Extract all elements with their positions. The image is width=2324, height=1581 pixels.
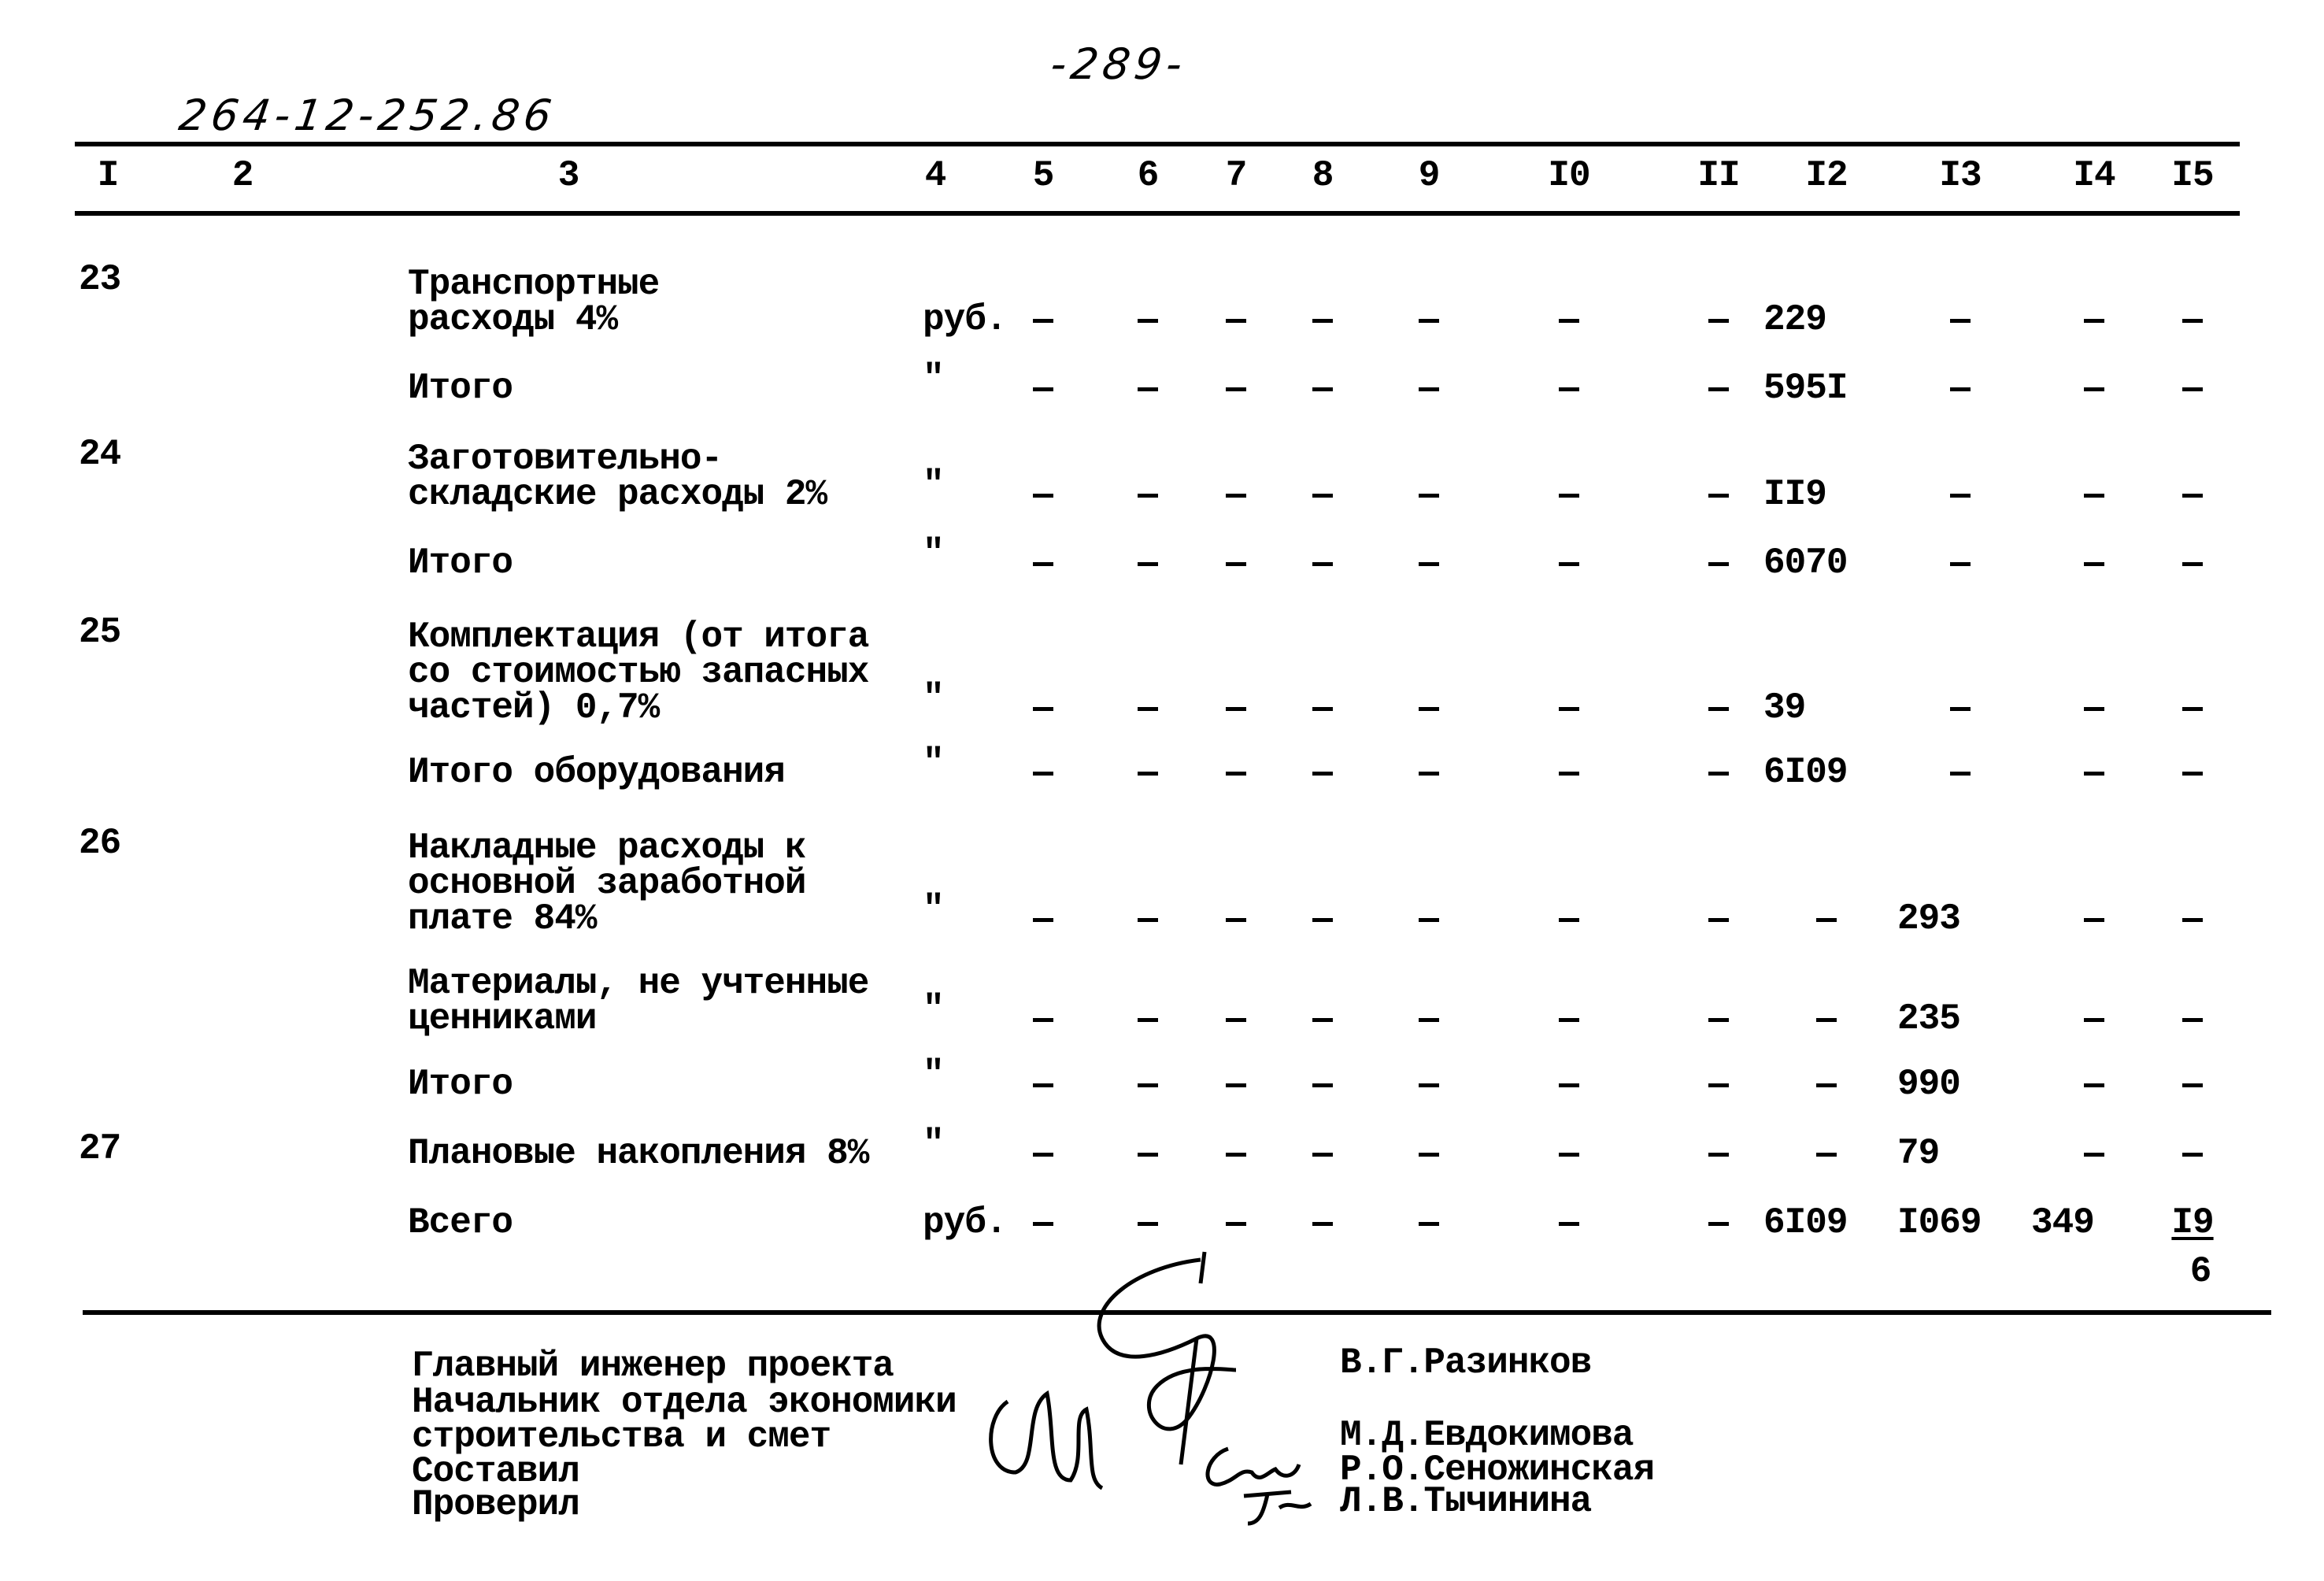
column-header-1: I — [97, 155, 119, 196]
unit: " — [923, 1054, 944, 1095]
column-header-5: 5 — [1032, 155, 1054, 196]
empty-cell-dash — [1312, 772, 1333, 776]
value-cell: 6070 — [1763, 542, 1848, 583]
signatory-title: Составил — [412, 1451, 579, 1492]
empty-cell-dash — [1312, 707, 1333, 711]
empty-cell-dash — [1559, 562, 1579, 566]
empty-cell-dash — [1226, 772, 1246, 776]
empty-cell-dash — [1708, 562, 1729, 566]
table-bottom-rule — [83, 1310, 2271, 1315]
empty-cell-dash — [2084, 1083, 2104, 1087]
empty-cell-dash — [1033, 918, 1053, 922]
header-top-rule — [75, 142, 2240, 146]
empty-cell-dash — [1419, 1083, 1439, 1087]
empty-cell-dash — [1033, 1083, 1053, 1087]
empty-cell-dash — [1226, 562, 1246, 566]
row-description: Материалы, не учтенные — [408, 963, 869, 1004]
value-cell: 39 — [1763, 687, 1806, 728]
empty-cell-dash — [1033, 1222, 1053, 1226]
row-number: 26 — [79, 823, 121, 864]
empty-cell-dash — [1138, 707, 1158, 711]
empty-cell-dash — [1559, 319, 1579, 323]
empty-cell-dash — [1419, 1153, 1439, 1157]
empty-cell-dash — [1033, 772, 1053, 776]
value-cell: 229 — [1763, 299, 1826, 340]
empty-cell-dash — [1033, 1018, 1053, 1022]
column-header-8: 8 — [1312, 155, 1334, 196]
empty-cell-dash — [2182, 387, 2203, 391]
empty-cell-dash — [1559, 1153, 1579, 1157]
row-description: Итого — [408, 368, 513, 409]
empty-cell-dash — [1312, 387, 1333, 391]
column-header-14: I4 — [2073, 155, 2115, 196]
empty-cell-dash — [1033, 1153, 1053, 1157]
signature-head-of-department — [991, 1394, 1102, 1488]
empty-cell-dash — [1419, 562, 1439, 566]
empty-cell-dash — [2084, 1153, 2104, 1157]
column-header-9: 9 — [1418, 155, 1440, 196]
empty-cell-dash — [1419, 494, 1439, 498]
empty-cell-dash — [1138, 1153, 1158, 1157]
empty-cell-dash — [1312, 1018, 1333, 1022]
value-cell: 235 — [1897, 998, 1960, 1039]
row-description: Заготовительно- — [408, 439, 723, 479]
value-cell: 79 — [1897, 1133, 1940, 1174]
value-cell: 990 — [1897, 1064, 1960, 1105]
row-description: Всего — [408, 1202, 513, 1243]
row-description: Итого оборудования — [408, 752, 785, 793]
empty-cell-dash — [2182, 707, 2203, 711]
signatory-name: В.Г.Разинков — [1340, 1342, 1592, 1383]
signatory-title: строительства и смет — [412, 1416, 831, 1457]
empty-cell-dash — [1419, 1222, 1439, 1226]
empty-cell-dash — [1226, 1222, 1246, 1226]
empty-cell-dash — [1138, 387, 1158, 391]
row-description: Плановые накопления 8% — [408, 1133, 869, 1174]
empty-cell-dash — [1816, 1083, 1837, 1087]
empty-cell-dash — [2084, 387, 2104, 391]
empty-cell-dash — [1226, 1083, 1246, 1087]
row-description: частей) 0,7% — [408, 687, 660, 728]
empty-cell-dash — [2084, 319, 2104, 323]
empty-cell-dash — [1419, 707, 1439, 711]
empty-cell-dash — [1312, 1083, 1333, 1087]
empty-cell-dash — [2182, 918, 2203, 922]
unit: руб. — [923, 299, 1007, 340]
signatory-name: Л.В.Тычинина — [1340, 1481, 1592, 1522]
empty-cell-dash — [2182, 772, 2203, 776]
empty-cell-dash — [1419, 1018, 1439, 1022]
value-cell: II9 — [1763, 474, 1826, 515]
unit: " — [923, 533, 944, 574]
column-header-2: 2 — [231, 155, 253, 196]
unit: " — [923, 742, 944, 783]
row-number: 24 — [79, 434, 121, 475]
page-number: -289- — [1047, 39, 1190, 89]
unit: " — [923, 358, 944, 399]
empty-cell-dash — [1033, 494, 1053, 498]
empty-cell-dash — [2084, 918, 2104, 922]
empty-cell-dash — [1708, 494, 1729, 498]
empty-cell-dash — [1226, 1153, 1246, 1157]
row-number: 25 — [79, 612, 121, 653]
column-header-4: 4 — [924, 155, 946, 196]
empty-cell-dash — [1312, 562, 1333, 566]
empty-cell-dash — [1138, 319, 1158, 323]
empty-cell-dash — [1419, 918, 1439, 922]
empty-cell-dash — [1559, 772, 1579, 776]
empty-cell-dash — [1708, 772, 1729, 776]
empty-cell-dash — [1226, 494, 1246, 498]
empty-cell-dash — [2084, 772, 2104, 776]
column-header-13: I3 — [1939, 155, 1982, 196]
value-cell: 595I — [1763, 368, 1848, 409]
unit: " — [923, 989, 944, 1030]
empty-cell-dash — [1138, 1083, 1158, 1087]
column-header-3: 3 — [557, 155, 579, 196]
column-header-11: II — [1697, 155, 1740, 196]
unit: " — [923, 465, 944, 505]
empty-cell-dash — [1559, 1018, 1579, 1022]
empty-cell-dash — [1708, 1153, 1729, 1157]
row-description: расходы 4% — [408, 299, 618, 340]
value-cell: I069 — [1897, 1202, 1982, 1243]
column-header-15: I5 — [2171, 155, 2214, 196]
empty-cell-dash — [1312, 319, 1333, 323]
row-description: Итого — [408, 1064, 513, 1105]
signatory-title: Начальник отдела экономики — [412, 1382, 957, 1423]
empty-cell-dash — [1559, 1222, 1579, 1226]
empty-cell-dash — [1708, 1222, 1729, 1226]
empty-cell-dash — [1226, 1018, 1246, 1022]
empty-cell-dash — [2182, 1153, 2203, 1157]
signature-chief-engineer — [1099, 1252, 1236, 1464]
empty-cell-dash — [1226, 918, 1246, 922]
empty-cell-dash — [1816, 1018, 1837, 1022]
header-bottom-rule — [75, 211, 2240, 216]
empty-cell-dash — [1138, 494, 1158, 498]
empty-cell-dash — [1138, 562, 1158, 566]
empty-cell-dash — [1312, 918, 1333, 922]
empty-cell-dash — [1226, 319, 1246, 323]
column-header-7: 7 — [1225, 155, 1247, 196]
empty-cell-dash — [1950, 562, 1971, 566]
unit: " — [923, 889, 944, 930]
column-header-10: I0 — [1548, 155, 1590, 196]
empty-cell-dash — [1950, 494, 1971, 498]
empty-cell-dash — [1950, 319, 1971, 323]
row-description: Накладные расходы к — [408, 828, 806, 868]
empty-cell-dash — [1419, 319, 1439, 323]
empty-cell-dash — [1138, 1018, 1158, 1022]
value-cell: 6I09 — [1763, 752, 1848, 793]
signatory-title: Проверил — [412, 1484, 579, 1525]
unit: руб. — [923, 1202, 1007, 1243]
empty-cell-dash — [1950, 772, 1971, 776]
column-header-6: 6 — [1137, 155, 1159, 196]
row-description: Транспортные — [408, 264, 660, 305]
row-description: складские расходы 2% — [408, 474, 827, 515]
empty-cell-dash — [1033, 387, 1053, 391]
empty-cell-dash — [1312, 1222, 1333, 1226]
empty-cell-dash — [1559, 707, 1579, 711]
signature-compiler — [1208, 1449, 1299, 1484]
empty-cell-dash — [1950, 387, 1971, 391]
empty-cell-dash — [1138, 772, 1158, 776]
empty-cell-dash — [1708, 707, 1729, 711]
document-code: 264-12-252.86 — [176, 91, 560, 140]
empty-cell-dash — [2182, 562, 2203, 566]
empty-cell-dash — [1708, 918, 1729, 922]
empty-cell-dash — [1559, 918, 1579, 922]
signatory-name: Р.О.Сеножинская — [1340, 1450, 1655, 1490]
empty-cell-dash — [1708, 319, 1729, 323]
unit: " — [923, 678, 944, 719]
empty-cell-dash — [2182, 1018, 2203, 1022]
signatory-title: Главный инженер проекта — [412, 1346, 894, 1387]
row-description: Итого — [408, 542, 513, 583]
empty-cell-dash — [1559, 387, 1579, 391]
empty-cell-dash — [1708, 1083, 1729, 1087]
value-cell: 6I09 — [1763, 1202, 1848, 1243]
row-description: ценниками — [408, 998, 597, 1039]
empty-cell-dash — [1312, 494, 1333, 498]
empty-cell-dash — [1226, 707, 1246, 711]
empty-cell-dash — [1033, 319, 1053, 323]
empty-cell-dash — [1950, 707, 1971, 711]
empty-cell-dash — [1033, 707, 1053, 711]
empty-cell-dash — [2182, 319, 2203, 323]
empty-cell-dash — [2084, 494, 2104, 498]
empty-cell-dash — [2182, 1083, 2203, 1087]
unit: " — [923, 1124, 944, 1164]
signature-checker — [1244, 1492, 1311, 1524]
row-description: плате 84% — [408, 898, 597, 939]
row-description: Комплектация (от итога — [408, 616, 869, 657]
empty-cell-dash — [1138, 918, 1158, 922]
empty-cell-dash — [1033, 562, 1053, 566]
signatory-name: М.Д.Евдокимова — [1340, 1415, 1634, 1456]
empty-cell-dash — [1312, 1153, 1333, 1157]
empty-cell-dash — [1816, 1153, 1837, 1157]
empty-cell-dash — [1559, 494, 1579, 498]
empty-cell-dash — [1708, 387, 1729, 391]
empty-cell-dash — [1419, 772, 1439, 776]
total-col15-denominator: 6 — [2189, 1251, 2211, 1292]
empty-cell-dash — [2084, 562, 2104, 566]
empty-cell-dash — [1708, 1018, 1729, 1022]
row-description: основной заработной — [408, 863, 806, 904]
empty-cell-dash — [2084, 707, 2104, 711]
empty-cell-dash — [1559, 1083, 1579, 1087]
row-description: со стоимостью запасных — [408, 652, 869, 693]
empty-cell-dash — [2084, 1018, 2104, 1022]
value-cell: 293 — [1897, 898, 1960, 939]
empty-cell-dash — [1226, 387, 1246, 391]
row-number: 23 — [79, 259, 121, 300]
row-number: 27 — [79, 1128, 121, 1169]
empty-cell-dash — [1419, 387, 1439, 391]
column-header-12: I2 — [1805, 155, 1848, 196]
value-cell: 349 — [2031, 1202, 2094, 1243]
empty-cell-dash — [1138, 1222, 1158, 1226]
empty-cell-dash — [1816, 918, 1837, 922]
empty-cell-dash — [2182, 494, 2203, 498]
value-cell: I9 — [2171, 1202, 2214, 1243]
